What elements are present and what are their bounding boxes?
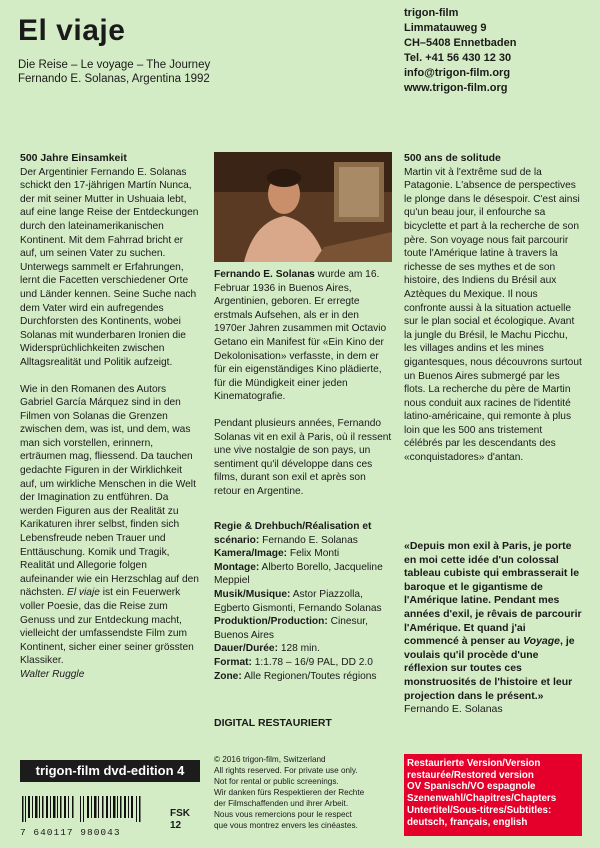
credit-value: Fernando E. Solanas [259, 534, 358, 546]
version-info-box [404, 754, 582, 836]
credit-label: Montage: [214, 561, 260, 573]
barcode-number: 7 640117 980043 [20, 827, 121, 838]
synopsis-author: Walter Ruggle [20, 668, 85, 680]
fsk-age: 12 [170, 820, 182, 831]
credit-label: Dauer/Durée: [214, 643, 278, 655]
credit-value: Alle Regionen/Toutes régions [241, 670, 377, 682]
credit-value: Alberto Borello, Jacqueline Meppiel [214, 561, 383, 587]
credit-value: 128 min. [277, 643, 320, 655]
contact-city: CH–5408 Ennetbaden [404, 37, 517, 49]
legal-line: Not for rental or public screenings. [214, 777, 339, 786]
credit-value: Felix Monti [287, 548, 340, 560]
legal-notice [214, 754, 394, 831]
legal-line: Nous vous remercions pour le respect [214, 810, 352, 819]
legal-line: der Filmschaffenden und ihrer Arbeit. [214, 799, 349, 808]
credit-label: Musik/Musique: [214, 588, 291, 600]
film-still-image [214, 152, 392, 262]
version-line: Restaurierte Version/Version [407, 758, 541, 769]
page-title: El viaje [18, 14, 126, 47]
credit-camera [214, 547, 392, 561]
credit-value: Astor Piazzolla, Egberto Gismonti, Fernando Solanas [214, 588, 382, 614]
synopsis-para-1: Der Argentinier Fernando E. Solanas schickt den 17-jährigen Martín Nunca, der mit seiner Mutter in Ushuaia lebt, auf eine lange Reise der Entdeckungen durch den lateinamerikanischen Kontinent. Mit dem Fahrrad bricht er auf, um seinen Vater zu suchen. Unterwegs sammelt er Erfahrungen, lernt die Facetten verschiedener Orte und Länder kennen. Seine Suche nach dem Vater wird ein aufregendes Durchforsten des Kontinents, wobei Solanas mit wunderbaren Ironien die Widersprüchlichkeiten zwischen Alltagsrealität und Politik aufzeigt. [20, 166, 199, 368]
contact-phone: Tel. +41 56 430 12 30 [404, 52, 512, 64]
subtitle-titles: Die Reise – Le voyage – The Journey [18, 59, 211, 71]
edition-banner: trigon-film dvd-edition 4 [20, 760, 200, 782]
contact-company: trigon-film [404, 7, 459, 19]
quote-text-1: «Depuis mon exil à Paris, je porte en moi cette idée d'un colossal tableau cubiste qui embrasserait le baroque et le gigantisme de l'Amérique latine. Pendant mes années d'exil, je rêvais de parcourir l'Amérique. Et quand j'ai commencé à penser au [404, 540, 582, 648]
bio-german-text: wurde am 16. Februar 1936 in Buenos Aires, Argentinien, geboren. Er erregte erstmals Aufsehen, als er in den 1970er Jahren zusammen mit Octavio Getano ein Manifest für «Ein Kino der Dekolonisation» verfasste, in dem er für ein eigenständiges Kino plädierte, für die Mündigkeit einer jeden Kinematografie. [214, 269, 387, 403]
version-line: OV Spanisch/VO espagnole [407, 781, 536, 793]
synopsis-heading-fr: 500 ans de solitude [404, 152, 501, 164]
credit-music [214, 588, 392, 615]
credit-value: Cinesur, Buenos Aires [214, 616, 368, 641]
credit-label: Produktion/Production: [214, 616, 328, 628]
subtitle-director: Fernando E. Solanas, Argentina 1992 [18, 73, 210, 85]
french-synopsis [404, 152, 582, 478]
bio-german [214, 268, 392, 404]
quote-author: Fernando E. Solanas [404, 703, 503, 716]
director-bio [214, 268, 392, 512]
subtitle [18, 58, 210, 86]
credit-production [214, 615, 392, 642]
synopsis-para-2 [20, 383, 200, 668]
credit-editing [214, 561, 392, 588]
version-line: deutsch, français, english [407, 816, 528, 828]
quote-film-title: Voyage [523, 635, 561, 648]
credit-label: Zone: [214, 670, 242, 682]
contact-street: Limmatauweg 9 [404, 22, 487, 34]
legal-line: Wir danken fürs Respektieren der Rechte [214, 788, 365, 797]
contact-website: www.trigon-film.org [404, 82, 508, 94]
legal-line: All rights reserved. For private use only. [214, 766, 358, 775]
synopsis-para-2-end: ist ein Feuerwerk voller Poesie, das die Reise zum Genuss und zur Entdeckung macht, vielleicht der umfassendste Film zum Kontinent, sicher einer seiner grössten Klassiker. [20, 587, 194, 667]
synopsis-heading-de: 500 Jahre Einsamkeit [20, 152, 127, 164]
credit-value: 1:1.78 – 16/9 PAL, DD 2.0 [251, 656, 373, 668]
barcode [20, 796, 150, 838]
synopsis-para-2-text: Wie in den Romanen des Autors Gabriel García Márquez sind in den Filmen von Solanas die Grenzen zwischen dem, was ist, und dem, was man sich vorstellen, erinnern, erträumen mag, fliessend. Da tauchen gedachte Figuren in der Wirklichkeit auf, um wirkliche Menschen in die Welt der Imagination zu entführen. Da werden Figuren aus der Realität zu Karikaturen ihrer selbst, finden sich Lebensfreude neben Trauer und Enttäuschung. Komik und Tragik, Realität und Allegorie folgen aufeinander wie ein Herzschlag auf den nächsten. [20, 383, 199, 599]
synopsis-fr-text: Martin vit à l'extrême sud de la Patagonie. L'absence de perspectives le plonge dans le désespoir. C'est ainsi qu'un beau jour, il enfourche sa bicyclette et part à la recherche de son père. Son voyage nous fait parcourir toute l'Amérique latine à travers la richesse de ses mythes et de son histoire, des Indiens du Brésil aux Aztèques du Mexique. Il nous confronte aussi à la situation actuelle sur le plan social et écologique. Avant la jungle du Brésil, le Machu Picchu, les villages andins et les mines gigantesques, nous découvrons surtout un Buenos Aires submergé par les flots. La recherche du père de Martin nous conduit aux racines de l'identité latino-américaine, qui remonte à plus loin que les 500 ans tristement célébrés par les descendants des «conquistadores» d'antan. [404, 166, 582, 464]
quote-text-2: , je voulais qu'il procède d'une réflexion sur toutes ces monstruosités de l'histoire et leur projection dans le présent.» [404, 635, 575, 702]
fsk-rating [170, 808, 190, 832]
contact-email: info@trigon-film.org [404, 67, 511, 79]
legal-line: que vous montrez envers les cinéastes. [214, 821, 358, 830]
german-synopsis [20, 152, 200, 682]
credit-format [214, 656, 392, 670]
fsk-label: FSK [170, 808, 190, 819]
credits-block [214, 520, 392, 683]
restored-label: DIGITAL RESTAURIERT [214, 717, 332, 729]
credit-label: Format: [214, 656, 252, 668]
director-quote [404, 540, 582, 717]
contact-block [404, 6, 516, 96]
version-line: Untertitel/Sous-titres/Subtitles: [407, 804, 552, 816]
credit-label: Regie & Drehbuch/Réalisation et scénario: [214, 521, 372, 546]
barcode-bars-icon [20, 796, 150, 822]
bio-french: Pendant plusieurs années, Fernando Solanas vit en exil à Paris, où il ressent une vive nostalgie de son pays, un sentiment qu'il développe dans ces films, durant son exil et après son retour en Argentine. [214, 417, 392, 497]
synopsis-para-2-title: El viaje [67, 587, 100, 599]
credit-zone [214, 670, 392, 684]
credit-direction [214, 520, 392, 547]
version-line: Szenenwahl/Chapitres/Chapters [407, 793, 557, 805]
version-line: restaurée/Restored version [407, 769, 534, 781]
credit-duration [214, 642, 392, 656]
bio-director-name: Fernando E. Solanas [214, 269, 315, 280]
credit-label: Kamera/Image: [214, 548, 288, 560]
legal-line: © 2016 trigon-film, Switzerland [214, 755, 326, 764]
